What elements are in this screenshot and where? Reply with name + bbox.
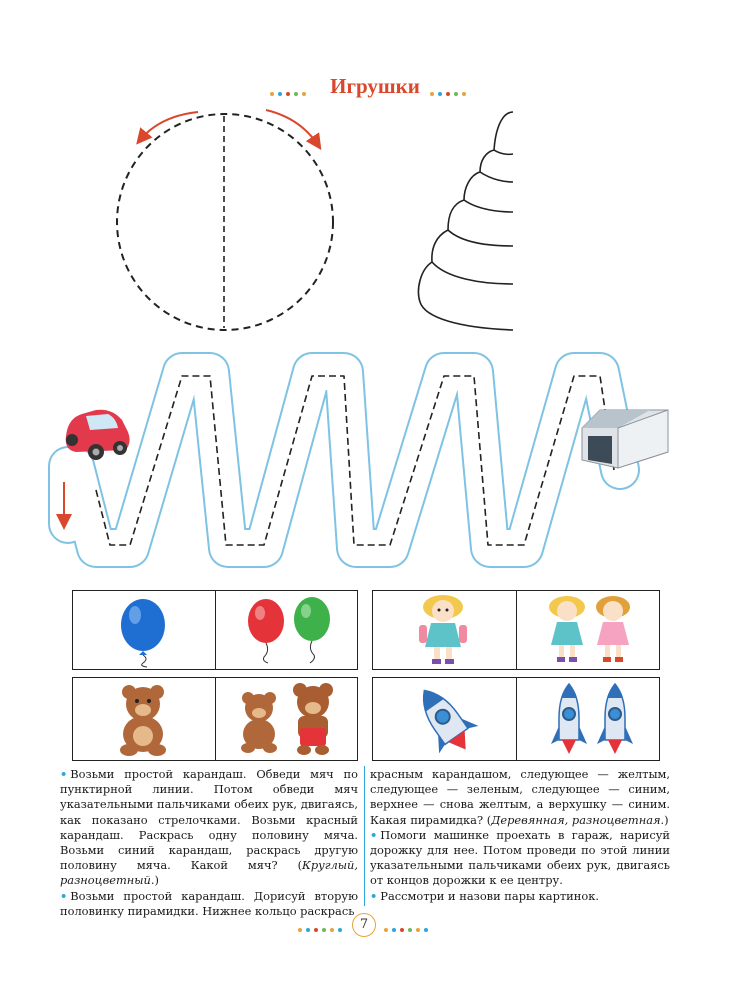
rocket-icon [517,678,660,760]
text-column-left [60,767,358,919]
balloon-icon [73,591,215,669]
footer-dots-right [382,919,430,929]
instruction-paragraph [370,767,670,828]
teddy-bear-icon [216,678,358,760]
bullet-icon: • [370,827,378,842]
doll-icon [517,591,660,669]
footer-dots-left [296,919,344,929]
single-bear [73,678,215,760]
paragraph-text: Рассмотри и назови пары картинок. [380,888,599,903]
teddy-bear-icon [73,678,215,760]
ball-tracing [117,110,333,330]
doll-icon [373,591,516,669]
column-divider [364,766,365,906]
page-footer [0,910,750,940]
page-title: Игрушки [330,74,420,98]
two-dolls [516,591,660,669]
paragraph-text: Помоги машинке проехать в гараж, нарисуй дорожку для нее. Потом проведи по этой линии указательными пальчиками обеих рук, двигаясь от концов дорожки к ее центру. [370,827,670,888]
paragraph-text: Возьми простой карандаш. Дорисуй вторую половинку пирамидки. Нижнее кольцо раскрась [60,888,358,918]
decor-dot [392,928,396,932]
pair-dolls [372,590,660,670]
paragraph-text: Возьми простой карандаш. Обведи мяч по пунктирной линии. Потом обведи мяч указательными пальчиками обеих рук, двигаясь, как показано стрелочками. Возьми красный карандаш. Раскрась одну половину мяча. Возьми синий карандаш, раскрась другую половину мяча. Какой мяч? ( [60,767,358,873]
instruction-paragraph [370,828,670,889]
decor-dot [408,928,412,932]
bullet-icon: • [370,888,378,903]
page-number: 7 [352,913,376,937]
paragraph-text: ) [154,873,159,888]
decor-dot [416,928,420,932]
decor-dot [322,928,326,932]
decor-dot [330,928,334,932]
paragraph-text: красным карандашом, следующее — желтым, следующее — зеленым, следующее — синим, верхнее — снова желтым, а верхушку — синим. Какая пирамидка? ( [370,767,670,827]
pair-rockets [372,677,660,761]
two-balloons [215,591,358,669]
decor-dot [338,928,342,932]
instruction-paragraph [60,767,358,889]
paragraph-text: Деревянная, разноцветная. [491,812,665,827]
balloon-icon [216,591,358,669]
two-rockets [516,678,660,760]
pyramid-half [419,112,514,330]
arrow-left-icon [140,112,198,140]
pair-balloons [72,590,358,670]
road-track [64,372,620,548]
two-bears [215,678,358,760]
pair-bears [72,677,358,761]
text-column-right [370,767,670,904]
single-rocket [373,678,516,760]
arrow-right-icon [266,110,318,145]
single-balloon [73,591,215,669]
single-doll [373,591,516,669]
decor-dot [424,928,428,932]
decor-dot [306,928,310,932]
garage-icon [582,410,668,468]
decor-dot [298,928,302,932]
paragraph-text: ) [664,812,669,827]
decor-dot [384,928,388,932]
bullet-icon: • [60,888,68,903]
decor-dot [314,928,318,932]
rocket-icon [373,678,516,760]
decor-dot [400,928,404,932]
instruction-paragraph [370,889,670,904]
paragraph-text: Круглый, разноцветный. [60,858,358,888]
bullet-icon: • [60,767,68,781]
